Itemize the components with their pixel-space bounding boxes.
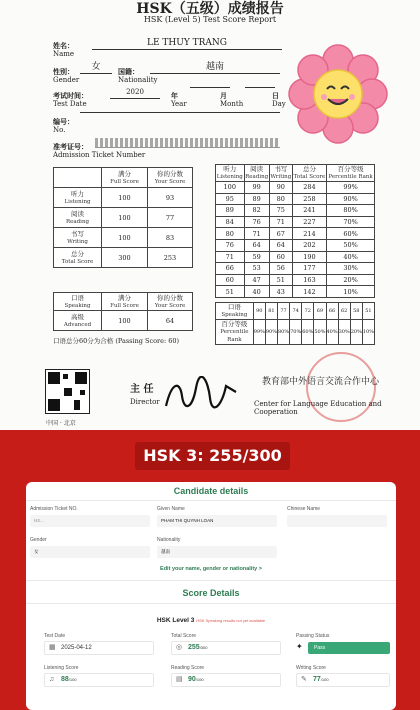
ticket-label: 准考证号： Admission Ticket Number: [53, 142, 146, 159]
nationality-label-web: Nationality: [157, 537, 181, 543]
gender-field: 女: [30, 546, 150, 558]
reading-score-label: Reading Score: [171, 665, 205, 671]
nationality-label: 国籍： Nationality: [118, 67, 158, 84]
edit-details-link[interactable]: Edit your name, gender or nationality >: [160, 566, 262, 572]
speaking-table: 口语 Speaking 满分 Full Score 你的分数 Your Score 高级 Advanced 100 64: [53, 292, 193, 331]
percentile-row: 89 82 75 241 80%: [216, 205, 375, 217]
passing-status-label: Passing Status: [296, 633, 330, 639]
gender-value: 女: [80, 62, 112, 74]
percentile-row: 84 76 71 227 70%: [216, 216, 375, 228]
score-details-heading: Score Details: [182, 588, 240, 598]
ticket-value: [95, 138, 280, 148]
percentile-row: 76 64 64 202 50%: [216, 239, 375, 251]
score-row-total: 总分 Total Score 300 253: [54, 248, 193, 268]
total-score-label: Total Score: [171, 633, 197, 639]
total-score-box: ◎ 255/300: [171, 641, 281, 655]
ticket-no-field: H3…: [30, 515, 150, 527]
director-label: 主 任 Director: [130, 384, 160, 406]
center-name-cn: 教育部中外语言交流合作中心: [262, 377, 380, 387]
nationality-value: 越南: [150, 62, 280, 74]
candidate-heading: Candidate details: [173, 486, 249, 496]
percentile-row: 100 99 90 284 99%: [216, 182, 375, 194]
director-signature-icon: [162, 376, 242, 412]
banner-title: HSK 3: 255/300: [135, 442, 290, 470]
chinese-name-label: Chinese Name: [287, 506, 321, 512]
location-text: 中国 · 北京: [46, 420, 76, 427]
year-label: 年 Year: [171, 91, 187, 108]
qr-code-icon: [45, 369, 90, 414]
reading-score-box: ▤ 90/100: [171, 673, 281, 687]
score-row-listening: 听力 Listening 100 93: [54, 188, 193, 208]
level-line: [26, 617, 396, 624]
test-date-box: ▦ 2025-04-12: [44, 641, 154, 655]
party-icon: ✦: [296, 642, 303, 651]
headphones-icon: ♫: [49, 676, 55, 683]
percentile-row: 66 53 56 177 30%: [216, 263, 375, 275]
book-icon: ▤: [176, 676, 183, 683]
day-label: 日 Day: [272, 91, 286, 108]
passing-status-badge: Pass: [308, 642, 390, 654]
report-title: HSK（五级）成绩报告: [136, 1, 284, 17]
test-date-label-web: Test Date: [44, 633, 66, 639]
percentile-row: 71 59 60 190 40%: [216, 251, 375, 263]
name-value: LE THUY TRANG: [92, 38, 282, 50]
passing-note: 口语总分60分为合格 (Passing Score: 60): [53, 337, 180, 345]
ticket-no-label: Admission Ticket NO.: [30, 506, 78, 512]
month-value: [190, 87, 230, 88]
result-card: [26, 482, 396, 710]
target-icon: ◎: [176, 644, 183, 651]
percentile-row: 60 47 51 163 20%: [216, 274, 375, 286]
report-subtitle: HSK (Level 5) Test Score Report: [143, 15, 277, 24]
score-row-reading: 阅读 Reading 100 77: [54, 208, 193, 228]
writing-score-label: Writing Score: [296, 665, 326, 671]
center-name-en: Center for Language Education and Cooperation: [254, 400, 382, 416]
writing-score-box: ✎ 77/100: [296, 673, 390, 687]
speaking-percentile-table: 口语 Speaking 90 81 77 74 72 69 66 62 58 51 百分等级 Percentile Rank 99% 90% 80% 70% 60% 50% 40% 30% 20% 10%: [215, 302, 375, 345]
gender-label-web: Gender: [30, 537, 47, 543]
calendar-icon: ▦: [49, 644, 56, 651]
listening-score-box: ♫ 88/100: [44, 673, 154, 687]
percentile-row: 95 89 80 258 90%: [216, 193, 375, 205]
percentile-row: 80 71 67 214 60%: [216, 228, 375, 240]
chinese-name-field: [287, 515, 387, 527]
percentile-row: 51 40 43 142 10%: [216, 286, 375, 298]
month-label: 月 Month: [220, 91, 244, 108]
pen-icon: ✎: [301, 676, 307, 683]
number-label: 编号： No.: [53, 117, 74, 134]
score-row-writing: 书写 Writing 100 83: [54, 228, 193, 248]
year-value: 2020: [110, 87, 160, 99]
day-value: [245, 87, 275, 88]
percentile-table: 听力 Listening 阅读 Reading 书写 Writing 总分 Total Score 百分等级 Percentile Rank 100 99 90 284 99% 95 89 80 258 90% 89 82 75 241 80% 84 76 71 227 70% 80 71 67 214 60% 76 64 64 202 50% 71 59 60 190 40% 66 53 56 177 30% 60 47 51 163 20% 51 40 43 142 10%: [215, 164, 375, 298]
name-label: 姓名： Name: [53, 41, 75, 58]
test-date-label: 考试时间： Test Date: [53, 91, 88, 108]
given-name-field: PHAM THI QUYNH LOAN: [157, 515, 277, 527]
number-value: [80, 112, 280, 113]
level-title: HSK Level 3: [156, 617, 195, 624]
flower-sticker-icon: [288, 44, 388, 144]
nationality-field: 越南: [157, 546, 277, 558]
gender-label: 性别： Gender: [53, 67, 80, 84]
listening-score-label: Listening Score: [44, 665, 79, 671]
given-name-label: Given Name: [157, 506, 185, 512]
speaking-note: HSK Speaking results not yet available: [196, 618, 266, 623]
score-table: 满分 Full Score 你的分数 Your Score 听力 Listening 100 93 阅读 Reading 100 77 书写 Writing 100 83 总分 Total Score 300 253: [53, 167, 193, 268]
